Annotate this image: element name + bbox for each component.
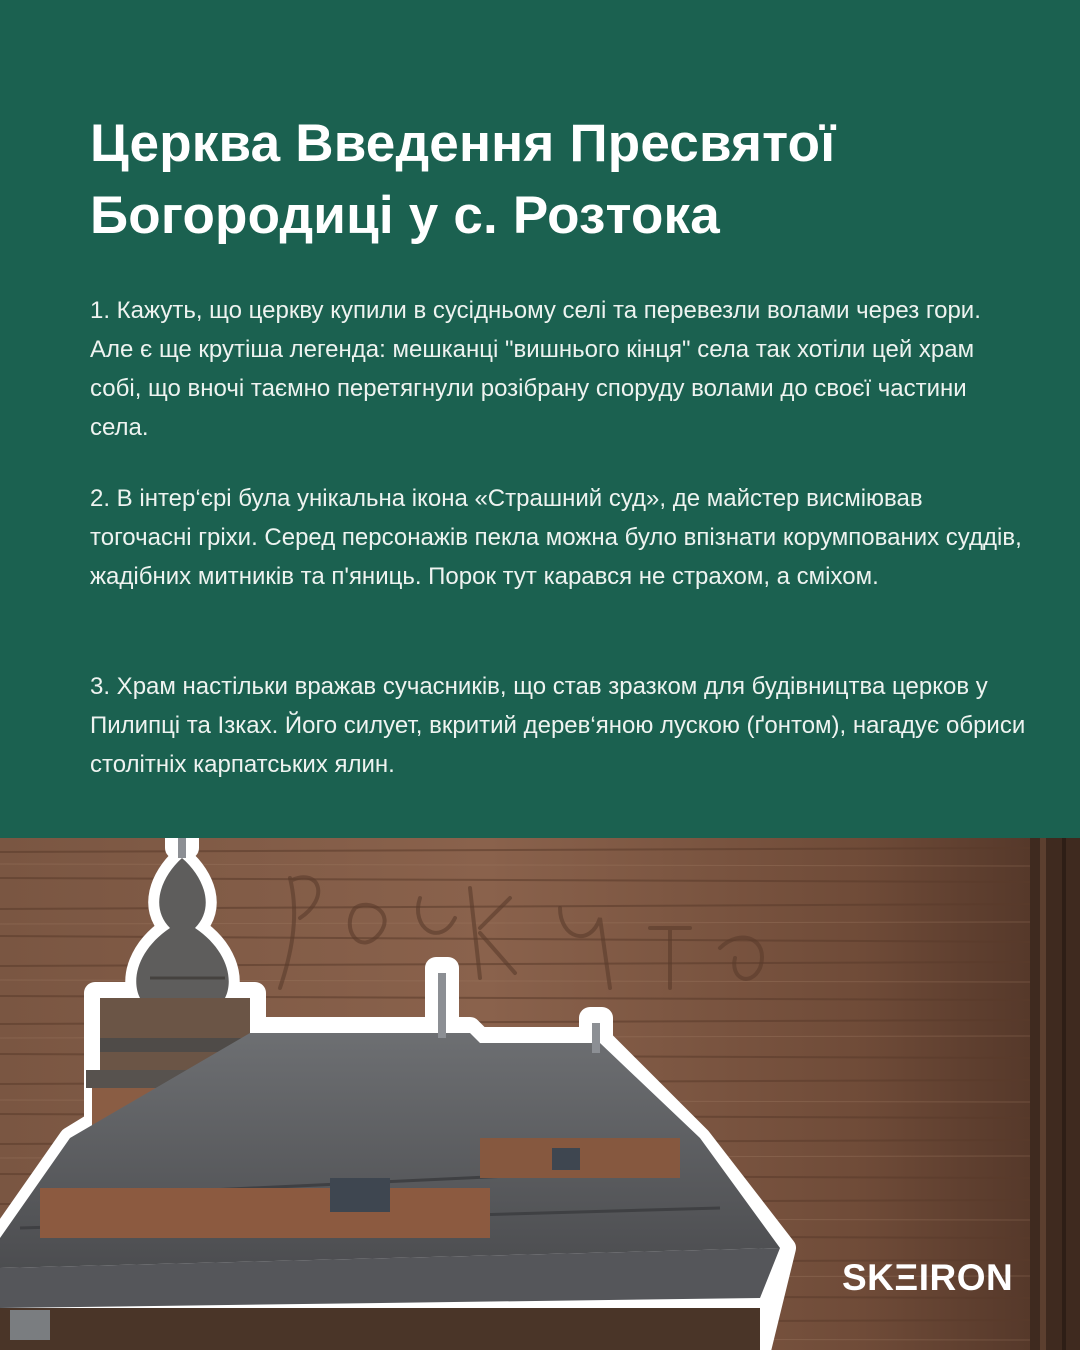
skeiron-logo: SKΞIRON (842, 1257, 1014, 1298)
paragraph-2: 2. В інтер‘єрі була унікальна ікона «Страшний суд», де майстер висміював тогочасні гріхи. Серед персонажів пекла можна було впізнати корумпованих суддів, жадібних митників та п'яниць. Порок тут карався не страхом, а сміхом. (90, 485, 1022, 590)
page-title: Церква Введення Пресвятої Богородиці у с. Розтока (90, 114, 836, 245)
wooden-wall-photo (0, 838, 1080, 1350)
paragraph-1: 1. Кажуть, що церкву купили в сусідньому селі та перевезли волами через гори. Але є ще крутіша легенда: мешканці "вишнього кінця" села так хотіли цей храм собі, що вночі таємно перетягнули розібрану споруду волами до своєї частини села. (90, 297, 981, 441)
paragraph-3: 3. Храм настільки вражав сучасників, що став зразком для будівництва церков у Пилипці та Ізках. Його силует, вкритий дерев‘яною лускою (ґонтом), нагадує обриси столітніх карпатських ялин. (90, 673, 1026, 778)
